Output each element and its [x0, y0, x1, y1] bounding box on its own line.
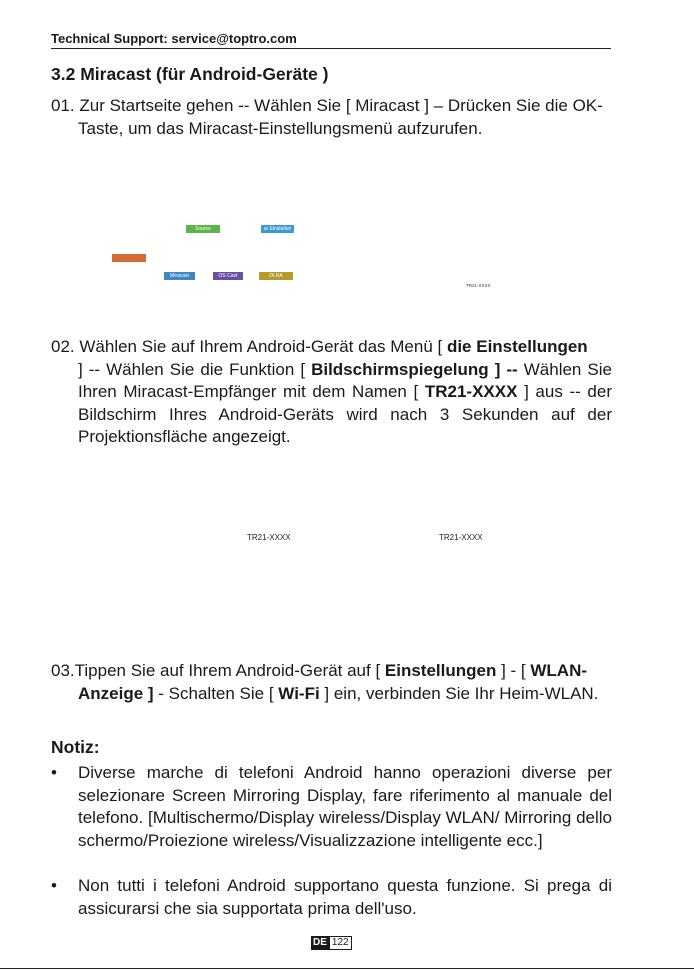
phone-2-device-label: TR21-XXXX: [439, 533, 483, 542]
step-3-text-f: - Schalten Sie [: [153, 683, 279, 703]
device-name-label: TR21-XXXX: [466, 283, 491, 288]
note-title: Notiz:: [51, 737, 100, 757]
step-3-wifi: Wi-Fi: [278, 683, 320, 703]
section-title: 3.2 Miracast (für Android-Geräte ): [51, 64, 329, 84]
step-2: [51, 336, 612, 449]
phone-1-device-label: TR21-XXXX: [247, 533, 291, 542]
step-2-text-e: Wählen Sie Ihren Miracast-Empfänger mit dem Namen [: [78, 359, 612, 401]
page-number: 122: [329, 936, 352, 950]
step-1-line-2: Taste, um das Miracast-Einstellungsmenü aufzurufen.: [78, 118, 483, 138]
step-2-settings: die Einstellungen: [446, 337, 588, 356]
step-3-number: 03.: [51, 661, 75, 680]
step-3-settings: Einstellungen: [384, 661, 497, 680]
note-item: [51, 875, 612, 920]
step-3-display: Anzeige ]: [78, 683, 154, 703]
source-tile: Source: [186, 225, 220, 233]
step-3-text-h: ] ein, verbinden Sie Ihr Heim-WLAN.: [319, 683, 599, 703]
step-3-wlan: WLAN-: [530, 661, 588, 680]
bullet-icon: •: [51, 876, 57, 895]
page-number-badge: [311, 936, 352, 950]
home-tile: [112, 254, 146, 262]
dlna-tile: DLNA: [259, 272, 293, 280]
step-2-text-a: Wählen Sie auf Ihrem Android-Gerät das Menü [: [74, 337, 447, 356]
note-item: [51, 762, 612, 852]
step-2-device-name: TR21-XXXX: [424, 382, 518, 401]
step-2-text-c: ] -- Wählen Sie die Funktion [: [78, 359, 312, 379]
bullet-icon: •: [51, 763, 57, 782]
page-header: Technical Support: service@toptro.com: [51, 32, 611, 49]
language-code: DE: [313, 937, 327, 948]
step-2-screen-mirroring: Bildschirmspiegelung ] --: [311, 359, 518, 379]
step-3-text-a: Tippen Sie auf Ihrem Android-Gerät auf [: [74, 661, 385, 680]
oscast-tile: OS Cast: [213, 272, 243, 280]
note-item-text: Non tutti i telefoni Android supportano questa funzione. Si prega di assicurarsi che sia supportata prima dell'uso.: [78, 876, 612, 918]
step-2-number: 02.: [51, 337, 75, 356]
note-item-text: Diverse marche di telefoni Android hanno operazioni diverse per selezionare Screen Mirroring Display, fare riferimento al manuale del telefono. [Multischermo/Display wireless/Display WLAN/ Mirroring dello schermo/Proiezione wireless/Visualizzazione intelligente ecc.]: [78, 763, 612, 850]
bottom-divider: [0, 968, 694, 969]
settings-tile: ur Einstellun: [261, 225, 294, 233]
step-1-number: 01.: [51, 96, 75, 115]
step-3-text-c: ] - [: [496, 661, 531, 680]
step-1-line-1: Zur Startseite gehen -- Wählen Sie [ Miracast ] – Drücken Sie die OK-: [74, 96, 603, 115]
step-3: [51, 660, 612, 705]
miracast-tile: Miracast: [164, 272, 195, 280]
step-2-text-g: ] aus -- der Bildschirm Ihres Android-Geräts wird nach 3 Sekunden auf der Projektionsfläche angezeigt.: [78, 382, 612, 446]
step-1: [51, 95, 612, 140]
